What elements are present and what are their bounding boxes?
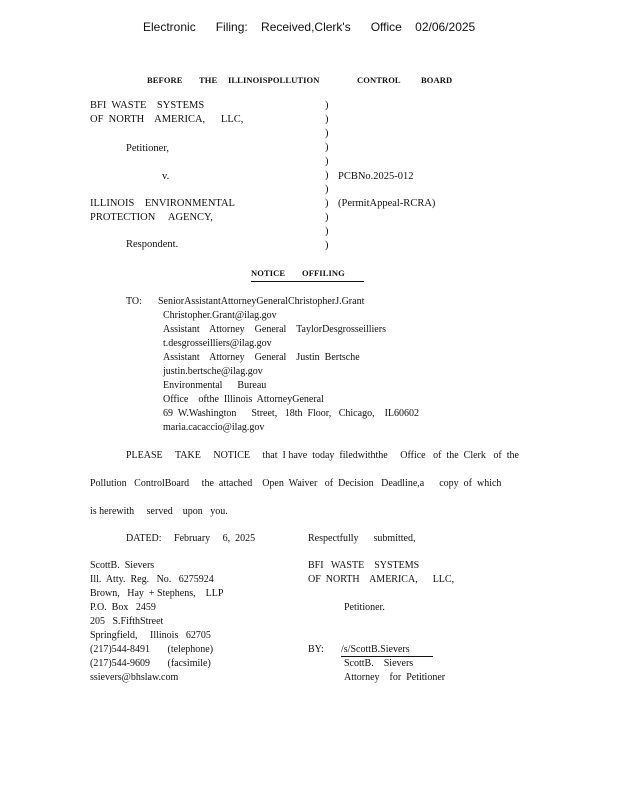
board-title-illinois-pollution: ILLINOISPOLLUTION: [228, 75, 320, 85]
counsel-line: Brown, Hay + Stephens, LLP: [90, 588, 224, 599]
respondent-name-line1: ILLINOIS ENVIRONMENTAL: [90, 198, 235, 209]
case-type: (PermitAppeal-RCRA): [338, 198, 436, 209]
respondent-name-line2: PROTECTION AGENCY,: [90, 212, 213, 223]
petitioner-name-line1: BFI WASTE SYSTEMS: [90, 100, 205, 111]
caption-paren: ): [325, 142, 329, 153]
board-title-before: BEFORE: [147, 75, 183, 85]
caption-paren: ): [325, 226, 329, 237]
notice-title: [251, 268, 364, 282]
counsel-phone: (217)544-8491 (telephone): [90, 644, 214, 655]
counsel-line: Ill. Atty. Reg. No. 6275924: [90, 574, 214, 585]
service-list-line: Office ofthe Illinois AttorneyGeneral: [163, 394, 324, 405]
caption-paren: ): [325, 156, 329, 167]
service-list-line: Environmental Bureau: [163, 380, 267, 391]
caption-paren: ): [325, 100, 329, 111]
signer-title: Attorney for Petitioner: [344, 672, 446, 683]
caption-paren: ): [325, 240, 329, 251]
service-list-line: SeniorAssistantAttorneyGeneralChristopherJ.Grant: [158, 296, 365, 307]
caption-paren: ): [325, 184, 329, 195]
case-number: PCBNo.2025-012: [338, 171, 414, 182]
service-list-email[interactable]: maria.cacaccio@ilag.gov: [163, 422, 265, 433]
board-title-the: THE: [199, 75, 218, 85]
board-title-control: CONTROL: [357, 75, 401, 85]
service-list-line: Assistant Attorney General TaylorDesgrosseilliers: [163, 324, 386, 335]
board-title-board: BOARD: [421, 75, 453, 85]
counsel-line: Springfield, Illinois 62705: [90, 630, 211, 641]
caption-paren: ): [325, 212, 329, 223]
signature-party-line2: OF NORTH AMERICA, LLC,: [308, 574, 455, 585]
notice-title-notice: NOTICE: [251, 268, 286, 278]
counsel-fax: (217)544-9609 (facsimile): [90, 658, 211, 669]
service-list-email[interactable]: t.desgrosseilliers@ilag.gov: [163, 338, 272, 349]
counsel-line: ScottB. Sievers: [90, 560, 155, 571]
service-list-email[interactable]: justin.bertsche@ilag.gov: [163, 366, 263, 377]
counsel-line: 205 S.FifthStreet: [90, 616, 164, 627]
caption-paren: ): [325, 114, 329, 125]
service-list-email[interactable]: Christopher.Grant@ilag.gov: [163, 310, 277, 321]
signature-party-line1: BFI WASTE SYSTEMS: [308, 560, 420, 571]
caption-paren: ): [325, 170, 329, 181]
notice-title-offiling: OFFILING: [302, 268, 345, 278]
to-label: TO:: [126, 296, 142, 307]
versus: v.: [162, 171, 170, 182]
signature-line: /s/ScottB.Sievers: [341, 644, 433, 657]
respectfully-submitted: Respectfully submitted,: [308, 533, 416, 544]
notice-body-line: PLEASE TAKE NOTICE that I have today filedwiththe Office of the Clerk of the: [126, 450, 519, 461]
filing-header: Electronic Filing: Received,Clerk's Office 02/06/2025: [143, 20, 476, 34]
counsel-email[interactable]: ssievers@bhslaw.com: [90, 672, 179, 683]
service-list-address: 69 W.Washington Street, 18th Floor, Chicago, IL60602: [163, 408, 420, 419]
notice-body-line: Pollution ControlBoard the attached Open Waiver of Decision Deadline,a copy of which: [90, 478, 502, 489]
signature-party-role: Petitioner.: [344, 602, 385, 613]
by-label: BY:: [308, 644, 324, 655]
notice-body-line: is herewith served upon you.: [90, 506, 228, 517]
signer-name: ScottB. Sievers: [344, 658, 414, 669]
respondent-role: Respondent.: [126, 239, 179, 250]
dated-line: DATED: February 6, 2025: [126, 533, 256, 544]
petitioner-name-line2: OF NORTH AMERICA, LLC,: [90, 114, 244, 125]
counsel-line: P.O. Box 2459: [90, 602, 156, 613]
caption-paren: ): [325, 198, 329, 209]
service-list-line: Assistant Attorney General Justin Bertsche: [163, 352, 360, 363]
caption-paren: ): [325, 128, 329, 139]
petitioner-role: Petitioner,: [126, 143, 170, 154]
